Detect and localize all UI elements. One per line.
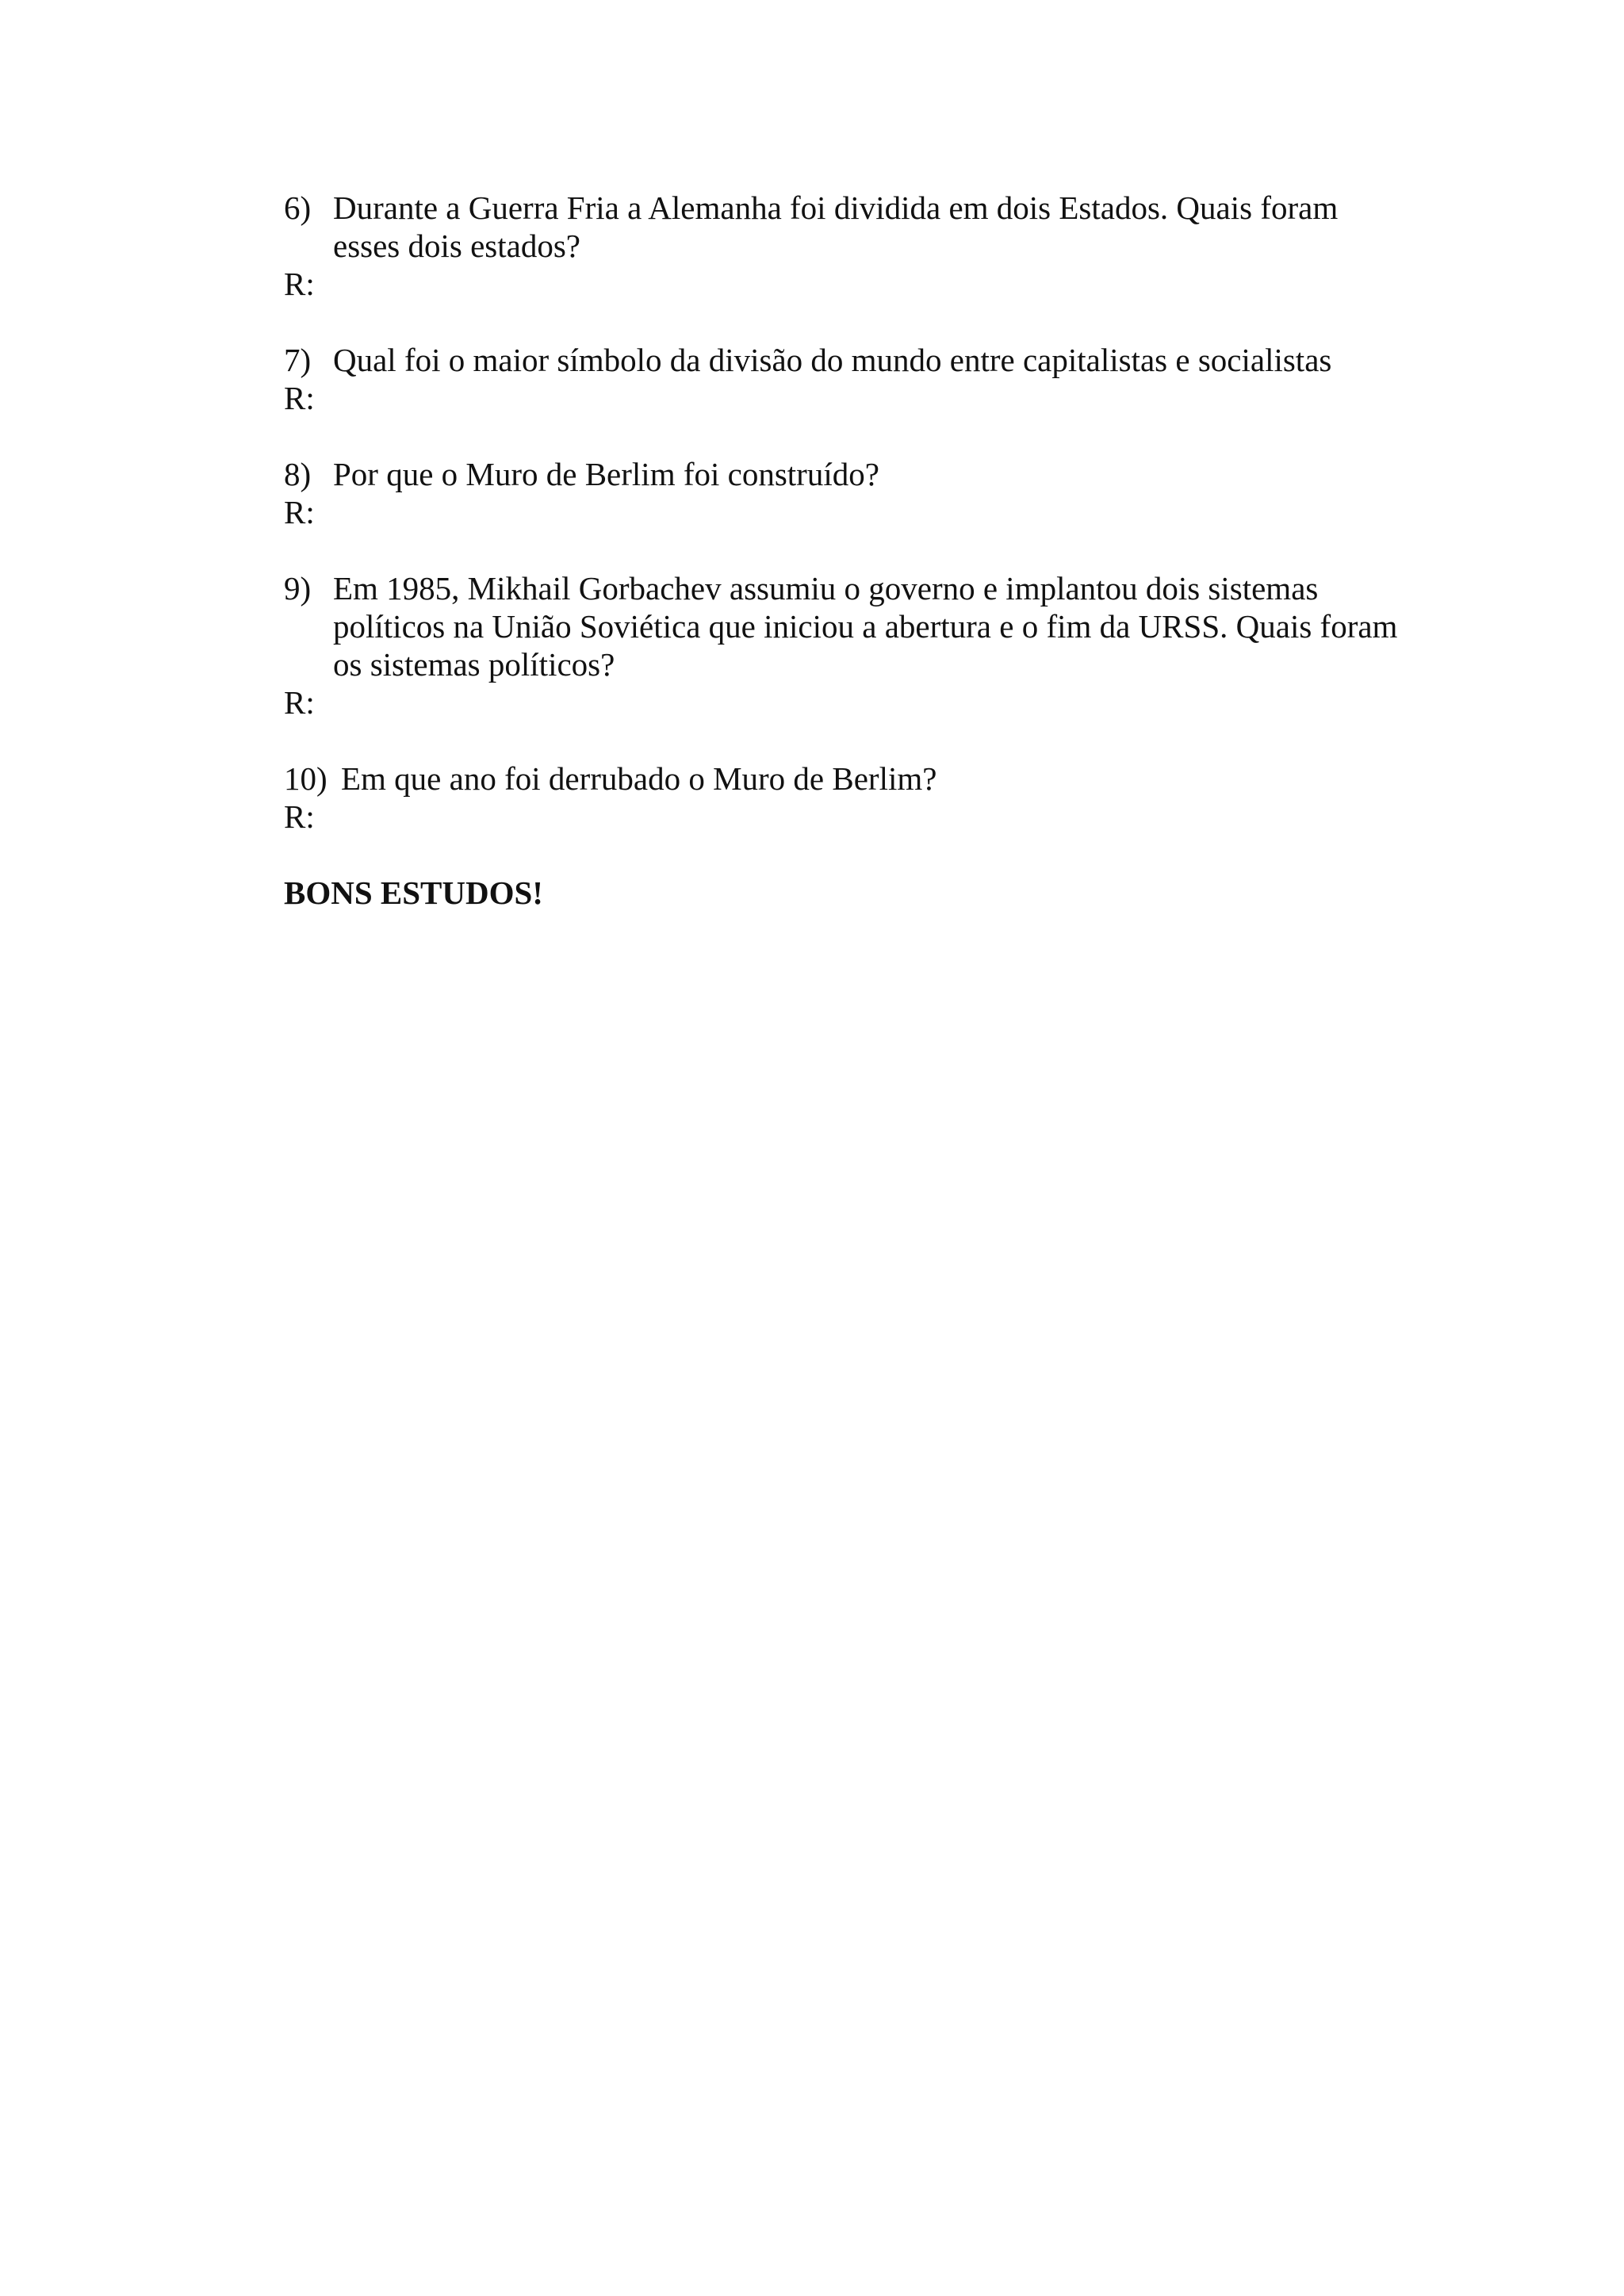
question-number: 9): [284, 570, 312, 607]
question-text: Durante a Guerra Fria a Alemanha foi dividida em dois Estados. Quais foram esses dois estados?: [333, 189, 1339, 264]
question-9: [284, 569, 1410, 683]
question-7: [284, 341, 1410, 379]
question-number: 8): [284, 456, 312, 492]
question-text: Qual foi o maior símbolo da divisão do mundo entre capitalistas e socialistas: [333, 342, 1332, 378]
question-number: 7): [284, 342, 312, 378]
answer-label: R:: [284, 798, 315, 835]
closing-message: BONS ESTUDOS!: [284, 874, 543, 911]
spacer: [284, 836, 1410, 874]
question-6: [284, 189, 1410, 265]
answer-label: R:: [284, 380, 315, 416]
spacer: [284, 417, 1410, 455]
question-8: [284, 455, 1410, 493]
question-text: Por que o Muro de Berlim foi construído?: [333, 456, 879, 492]
answer-label: R:: [284, 266, 315, 302]
worksheet-content: [284, 189, 1410, 912]
question-10: [284, 760, 1410, 798]
spacer: [284, 303, 1410, 341]
question-text: Em que ano foi derrubado o Muro de Berlim?: [341, 760, 937, 797]
question-text: Em 1985, Mikhail Gorbachev assumiu o governo e implantou dois sistemas políticos na União Soviética que iniciou a abertura e o fim da URSS. Quais foram os sistemas políticos?: [333, 570, 1398, 683]
spacer: [284, 531, 1410, 569]
answer-label: R:: [284, 494, 315, 530]
spacer: [284, 721, 1410, 760]
question-number: 6): [284, 189, 312, 226]
question-number: 10): [284, 760, 327, 797]
answer-label: R:: [284, 684, 315, 721]
